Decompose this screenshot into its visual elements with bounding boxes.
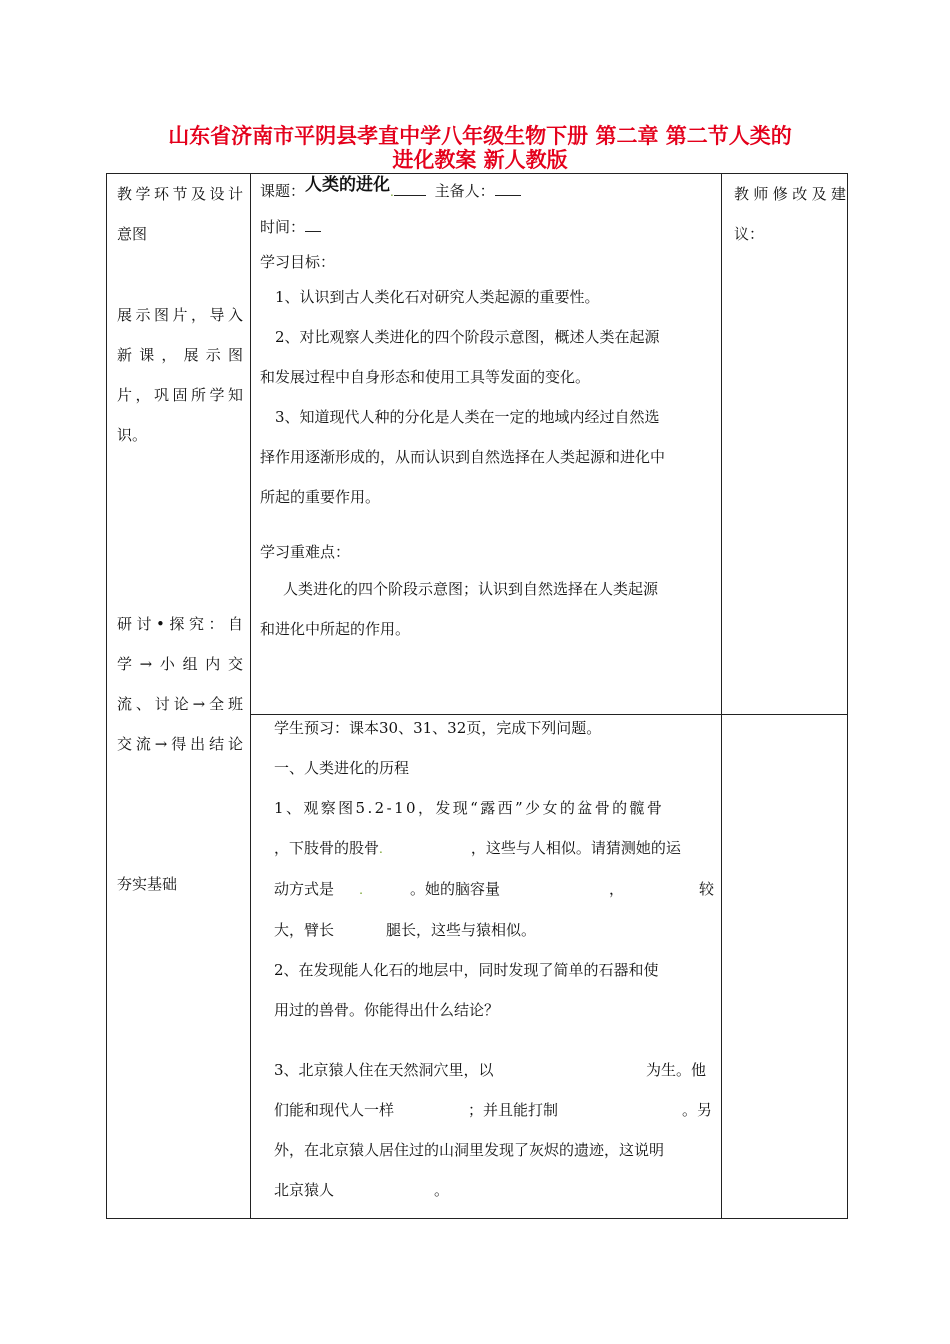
mark-dot: . xyxy=(390,185,394,199)
goals-label: 学习目标： xyxy=(260,253,336,271)
document-title-line2: 进化教案 新人教版 xyxy=(392,148,568,172)
left-column-intro xyxy=(117,295,243,455)
left-header-line1: 教学环节及设计 xyxy=(117,185,243,203)
intro-line: 识。 xyxy=(117,426,148,444)
q1-text: ，这些与人相似。请猜测她的运 xyxy=(470,839,681,857)
question-3-line2 xyxy=(274,1090,716,1130)
preparer-label: 主备人： xyxy=(434,182,495,200)
topic-line xyxy=(260,175,521,202)
q3-text: 北京猿人 xyxy=(274,1181,335,1199)
intro-line: 展示图片，导入 xyxy=(117,306,243,324)
spacer xyxy=(274,1030,716,1050)
q3-text: ；并且能打制 xyxy=(468,1101,559,1119)
q1-text: 较 xyxy=(699,880,715,898)
right-header-line2: 议： xyxy=(734,225,765,243)
question-3-line4 xyxy=(274,1170,716,1210)
q1-text: ，下肢骨的股骨 xyxy=(274,839,380,857)
q1-text: 大，臂长 xyxy=(274,921,335,939)
goal-2-line1: 2、对比观察人类进化的四个阶段示意图，概述人类在起源 xyxy=(275,328,660,346)
preview-intro: 学生预习：课本30、31、32页，完成下列问题。 xyxy=(274,719,602,737)
intro-line: 新课，展示图 xyxy=(117,346,243,364)
key-points-line1: 人类进化的四个阶段示意图；认识到自然选择在人类起源 xyxy=(283,580,659,598)
question-1-line3 xyxy=(274,869,716,910)
topic-blank xyxy=(394,181,426,196)
q3-text: 们能和现代人一样 xyxy=(274,1101,395,1119)
topic-value: 人类的进化 xyxy=(305,175,391,195)
q3-text: 。 xyxy=(434,1181,450,1199)
key-points xyxy=(260,569,716,649)
lesson-plan-table xyxy=(106,173,848,1219)
q1-text: 腿长，这些与猿相似。 xyxy=(386,921,537,939)
goal-3-line3: 所起的重要作用。 xyxy=(260,488,381,506)
mark-dot: . xyxy=(379,842,383,856)
right-column-header xyxy=(734,174,846,254)
time-blank xyxy=(305,217,321,232)
preparer-blank xyxy=(495,181,521,196)
document-title-line1: 山东省济南市平阴县孝直中学八年级生物下册 第二章 第二节人类的 xyxy=(168,124,792,148)
goal-3-line2: 择作用逐渐形成的，从而认识到自然选择在人类起源和进化中 xyxy=(260,448,666,466)
right-header-line1: 教师修改及建 xyxy=(734,185,846,203)
q1-text: 。她的脑容量 xyxy=(410,880,501,898)
left-column-discussion xyxy=(117,604,243,764)
left-column-base: 夯实基础 xyxy=(117,875,178,893)
goal-2-line2: 和发展过程中自身形态和使用工具等发面的变化。 xyxy=(260,368,591,386)
question-2-line2: 用过的兽骨。你能得出什么结论？ xyxy=(274,1001,500,1019)
discussion-line: 研讨•探究：自 xyxy=(117,615,243,633)
goal-1: 1、认识到古人类化石对研究人类起源的重要性。 xyxy=(275,288,600,306)
question-1-line4 xyxy=(274,910,716,950)
q3-text: 3、北京猿人住在天然洞穴里，以 xyxy=(274,1061,494,1079)
discussion-line: 交流→得出结论 xyxy=(117,735,243,753)
question-2-line1: 2、在发现能人化石的地层中，同时发现了简单的石器和使 xyxy=(274,961,659,979)
left-header-line2: 意图 xyxy=(117,225,148,243)
mark-dot: . xyxy=(359,883,363,897)
topic-label: 课题： xyxy=(260,182,306,200)
intro-line: 片，巩固所学知 xyxy=(117,386,243,404)
q1-text: 动方式是 xyxy=(274,880,335,898)
q1-text: ， xyxy=(609,880,625,898)
goal-3-line1: 3、知道现代人种的分化是人类在一定的地域内经过自然选 xyxy=(275,408,660,426)
key-points-line2: 和进化中所起的作用。 xyxy=(260,620,411,638)
learning-goals xyxy=(260,277,716,517)
left-column-header xyxy=(117,174,243,254)
discussion-line: 流、讨论→全班 xyxy=(117,695,243,713)
time-label: 时间： xyxy=(260,218,306,236)
q3-text: 。另 xyxy=(682,1101,713,1119)
question-1-line2 xyxy=(274,828,716,869)
column-divider-right xyxy=(721,174,722,1218)
time-line xyxy=(260,217,321,237)
section-heading: 一、人类进化的历程 xyxy=(274,759,410,777)
question-1-line1: 1、观察图5.2-10，发现“露西”少女的盆骨的髋骨 xyxy=(274,799,665,817)
preview-section xyxy=(274,708,716,1210)
discussion-line: 学→小组内交 xyxy=(117,655,243,673)
key-points-label: 学习重难点： xyxy=(260,543,351,561)
question-3-line3: 外，在北京猿人居住过的山洞里发现了灰烬的遗迹，这说明 xyxy=(274,1141,665,1159)
column-divider-left xyxy=(250,174,251,1218)
q3-text: 为生。他 xyxy=(646,1061,707,1079)
question-3-line1 xyxy=(274,1050,716,1090)
